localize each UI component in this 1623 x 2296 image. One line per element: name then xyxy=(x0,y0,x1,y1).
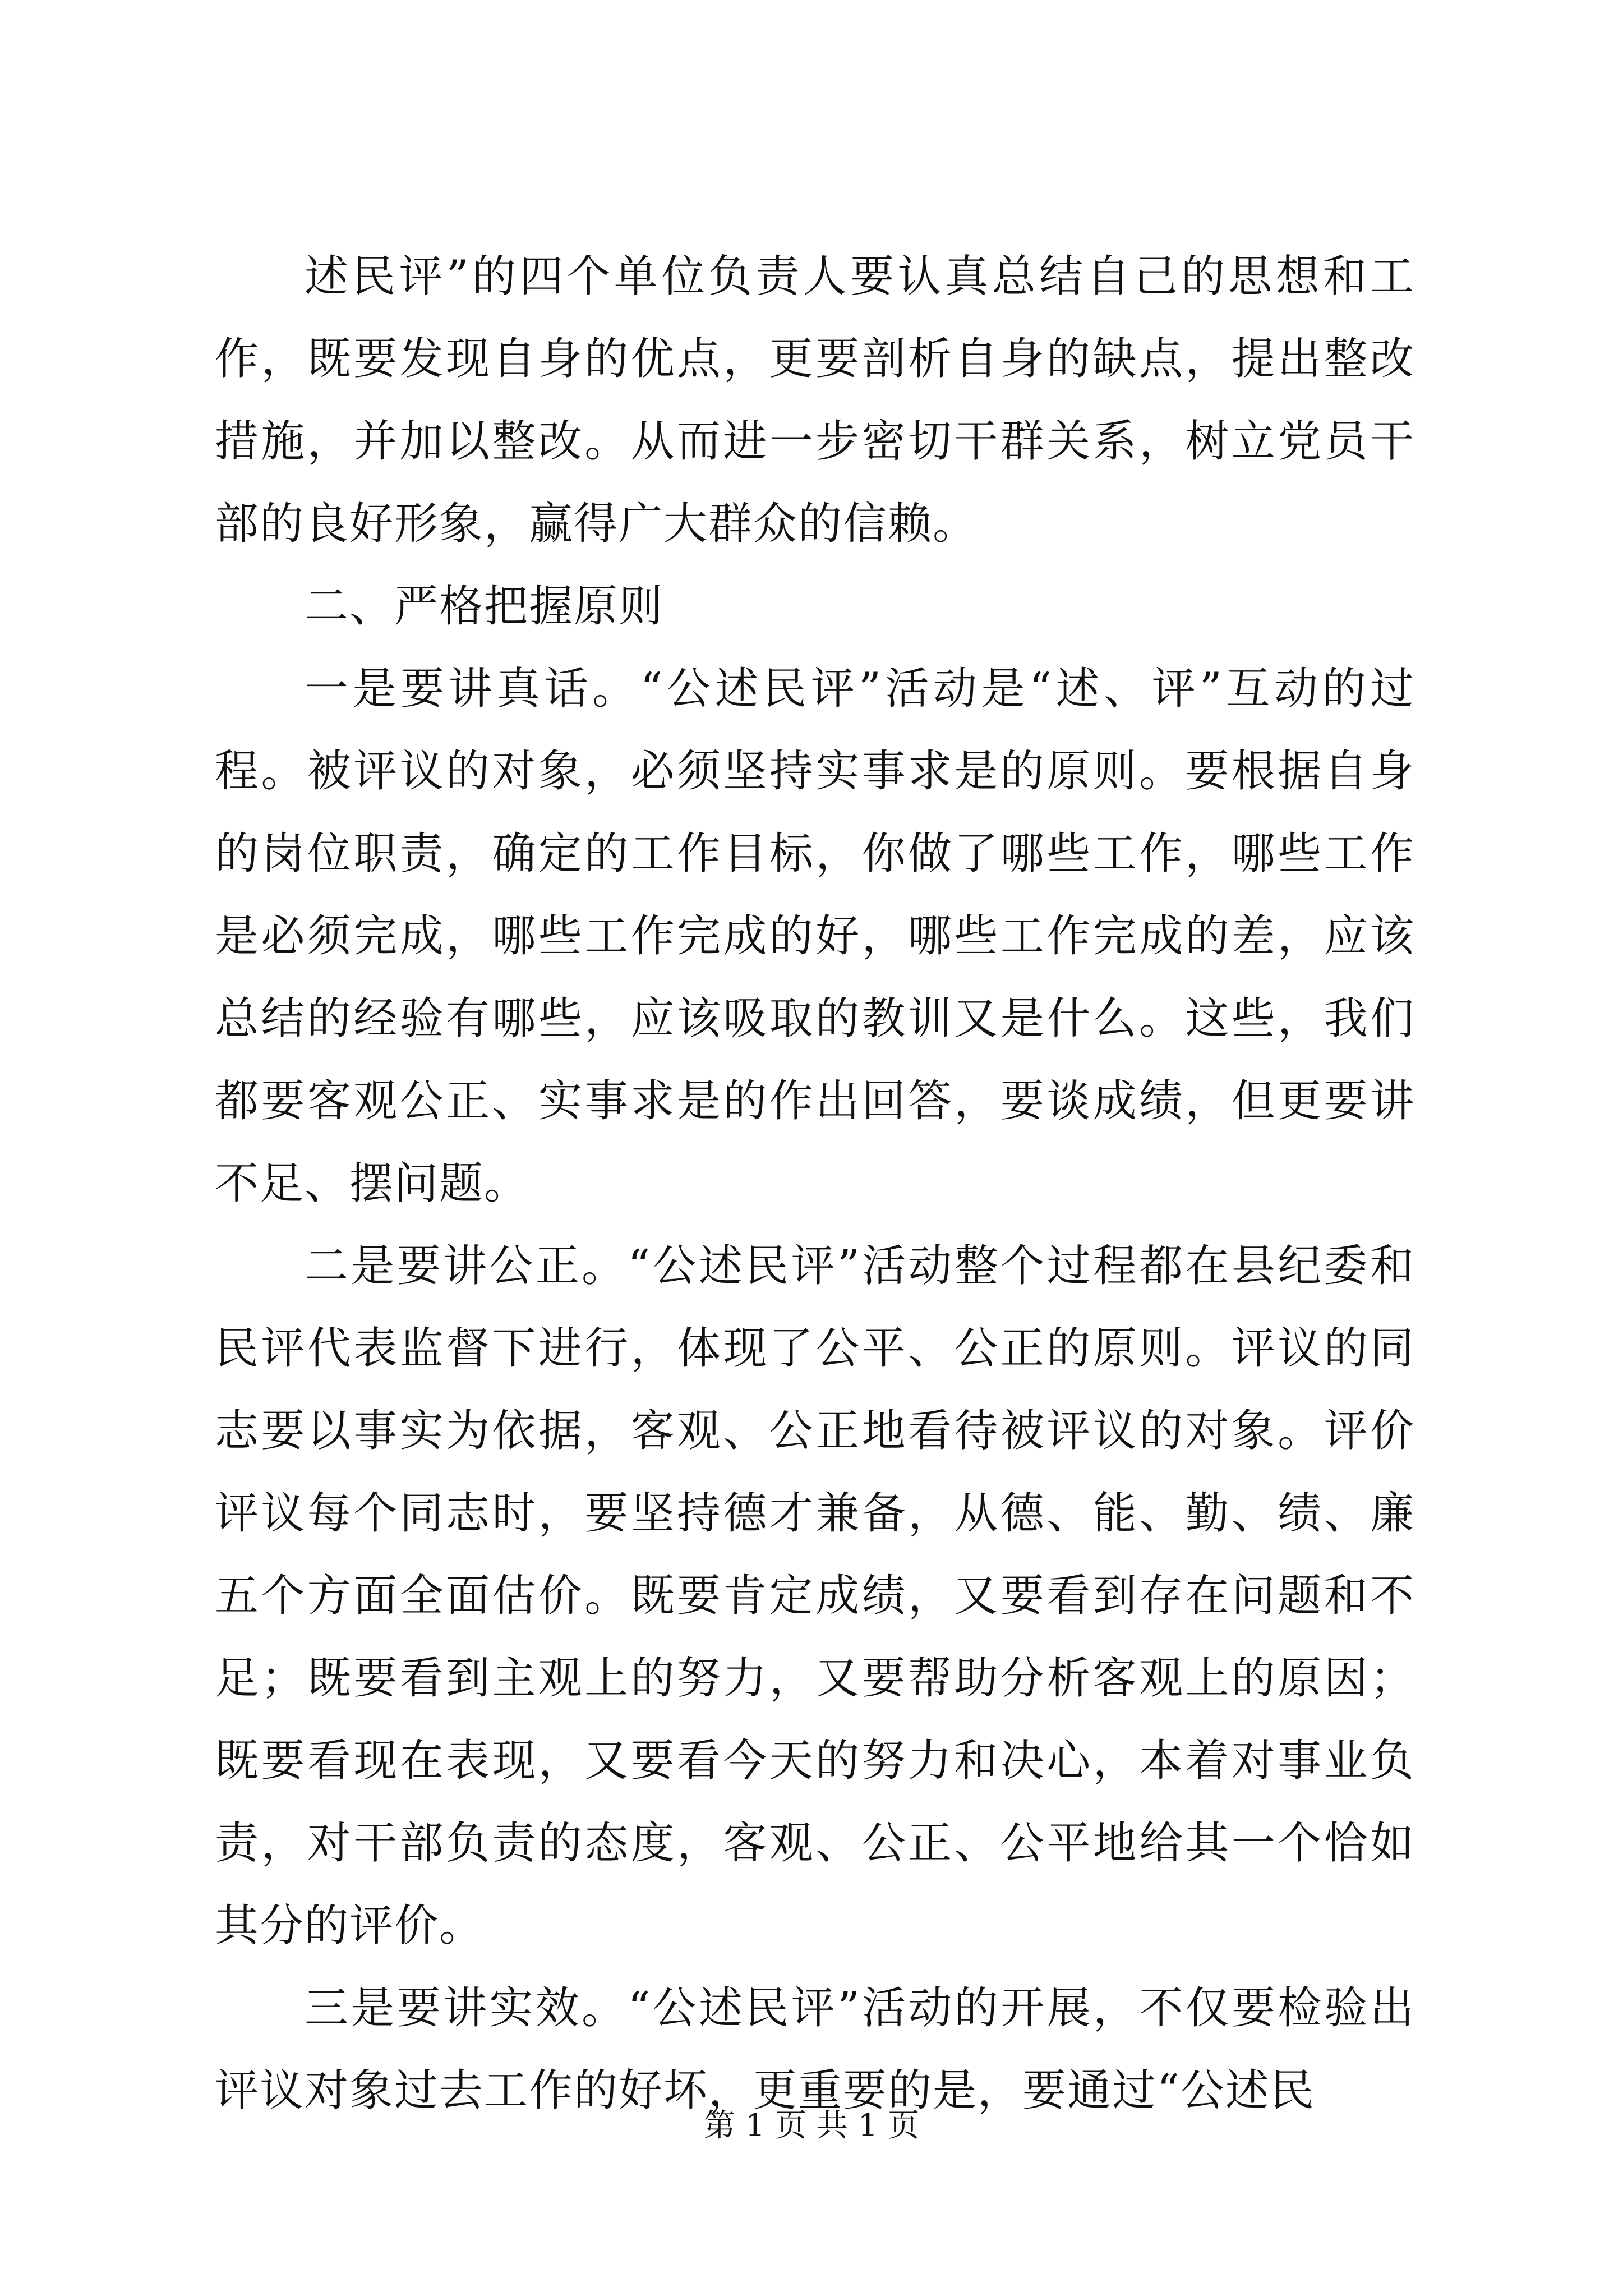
section-heading: 二、严格把握原则 xyxy=(305,581,664,632)
page-footer: 第 1 页 共 1 页 xyxy=(703,2108,920,2144)
paragraph-continuation: 述民评”的四个单位负责人要认真总结自己的思想和工作，既要发现自身的优点，更要剖析自身的缺点，提出整改措施，并加以整改。从而进一步密切干群关系，树立党员干部的良好形象，赢得广大群众的信赖。 xyxy=(215,251,1415,549)
paragraph-speak-fairness: 二是要讲公正。“公述民评”活动整个过程都在县纪委和民评代表监督下进行，体现了公平、公正的原则。评议的同志要以事实为依据，客观、公正地看待被评议的对象。评价评议每个同志时，要坚持德才兼备，从德、能、勤、绩、廉五个方面全面估价。既要肯定成绩，又要看到存在问题和不足；既要看到主观上的努力，又要帮助分析客观上的原因；既要看现在表现，又要看今天的努力和决心，本着对事业负责，对干部负责的态度，客观、公正、公平地给其一个恰如其分的评价。 xyxy=(215,1241,1415,1951)
document-body xyxy=(215,236,1415,2132)
paragraph-speak-truth: 一是要讲真话。“公述民评”活动是“述、评”互动的过程。被评议的对象，必须坚持实事求是的原则。要根据自身的岗位职责，确定的工作目标，你做了哪些工作，哪些工作是必须完成，哪些工作完成的好，哪些工作完成的差，应该总结的经验有哪些，应该吸取的教训又是什么。这些，我们都要客观公正、实事求是的作出回答，要谈成绩，但更要讲不足、摆问题。 xyxy=(215,664,1415,1209)
paragraph-speak-effectiveness: 三是要讲实效。“公述民评”活动的开展，不仅要检验出评议对象过去工作的好坏，更重要的是，要通过“公述民 xyxy=(215,1983,1415,2116)
